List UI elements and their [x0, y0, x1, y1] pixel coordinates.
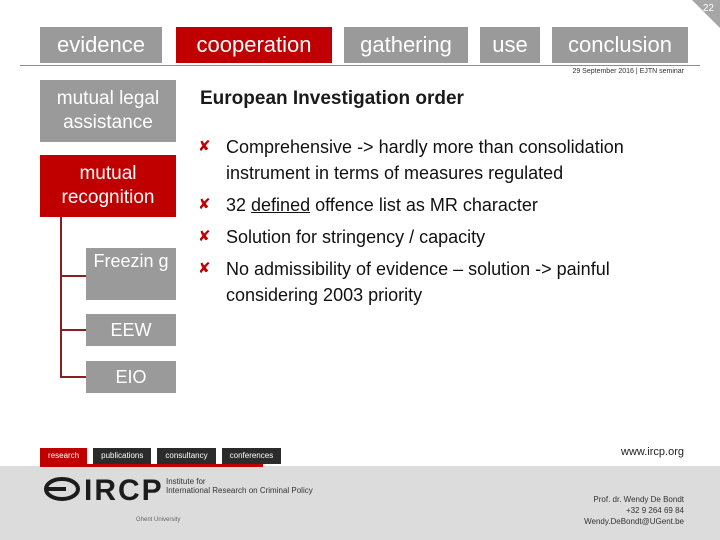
sidebar-item-mr[interactable]: mutual recognition	[40, 155, 176, 217]
tree-trunk	[60, 217, 62, 377]
tree-branch-eew	[60, 329, 86, 331]
contact-email[interactable]: Wendy.DeBondt@UGent.be	[584, 517, 684, 526]
tree-branch-freezing	[60, 275, 86, 277]
header-divider	[20, 65, 700, 66]
footer-nav	[40, 448, 287, 464]
footer-link-consultancy[interactable]: consultancy	[157, 448, 215, 464]
cross-bullet-icon: ✘	[198, 260, 211, 277]
logo-text: IRCP	[84, 474, 164, 507]
bullet-item	[198, 256, 678, 308]
bullet-item	[198, 192, 678, 218]
bullet-text-suffix: offence list as MR character	[310, 195, 538, 215]
footer-link-conferences[interactable]: conferences	[222, 448, 282, 464]
ircp-logo-icon	[44, 476, 80, 502]
tab-gathering[interactable]: gathering	[344, 27, 468, 63]
logo-description-line1: Institute for	[166, 477, 206, 486]
footer-accent-line	[40, 464, 263, 467]
footer-link-research[interactable]: research	[40, 448, 87, 464]
page-number: 22	[702, 3, 714, 14]
sidebar-item-mla[interactable]: mutual legal assistance	[40, 80, 176, 142]
date-line: 29 September 2016 | EJTN seminar	[572, 68, 684, 75]
tab-use[interactable]: use	[480, 27, 540, 63]
tree-branch-eio	[60, 376, 86, 378]
bullet-text: Comprehensive -> hardly more than consolidation instrument in terms of measures regulated	[226, 137, 624, 183]
cross-bullet-icon: ✘	[198, 138, 211, 155]
footer-link-publications[interactable]: publications	[93, 448, 151, 464]
tab-conclusion[interactable]: conclusion	[552, 27, 688, 63]
slide-heading: European Investigation order	[200, 88, 464, 109]
cross-bullet-icon: ✘	[198, 228, 211, 245]
bullet-list	[198, 134, 678, 314]
logo-description	[166, 477, 313, 495]
cross-bullet-icon: ✘	[198, 196, 211, 213]
bullet-item	[198, 134, 678, 186]
tab-cooperation[interactable]: cooperation	[176, 27, 332, 63]
bullet-text-prefix: 32	[226, 195, 252, 215]
tab-evidence[interactable]: evidence	[40, 27, 162, 63]
sidebar-item-eew[interactable]: EEW	[86, 314, 176, 346]
bullet-text: No admissibility of evidence – solution -> painful considering 2003 priority	[226, 259, 610, 305]
contact-phone: +32 9 264 69 84	[625, 506, 684, 515]
contact-block	[584, 494, 684, 527]
sidebar-item-eio[interactable]: EIO	[86, 361, 176, 393]
contact-name: Prof. dr. Wendy De Bondt	[593, 495, 684, 504]
bullet-item	[198, 224, 678, 250]
university-name: Ghent University	[136, 517, 181, 523]
website-link[interactable]: www.ircp.org	[621, 446, 684, 458]
bullet-text-underlined: defined	[251, 195, 311, 215]
bullet-text: Solution for stringency / capacity	[226, 227, 486, 247]
sidebar-item-freezing[interactable]: Freezin g	[86, 248, 176, 300]
logo-description-line2: International Research on Criminal Policy	[166, 486, 313, 495]
